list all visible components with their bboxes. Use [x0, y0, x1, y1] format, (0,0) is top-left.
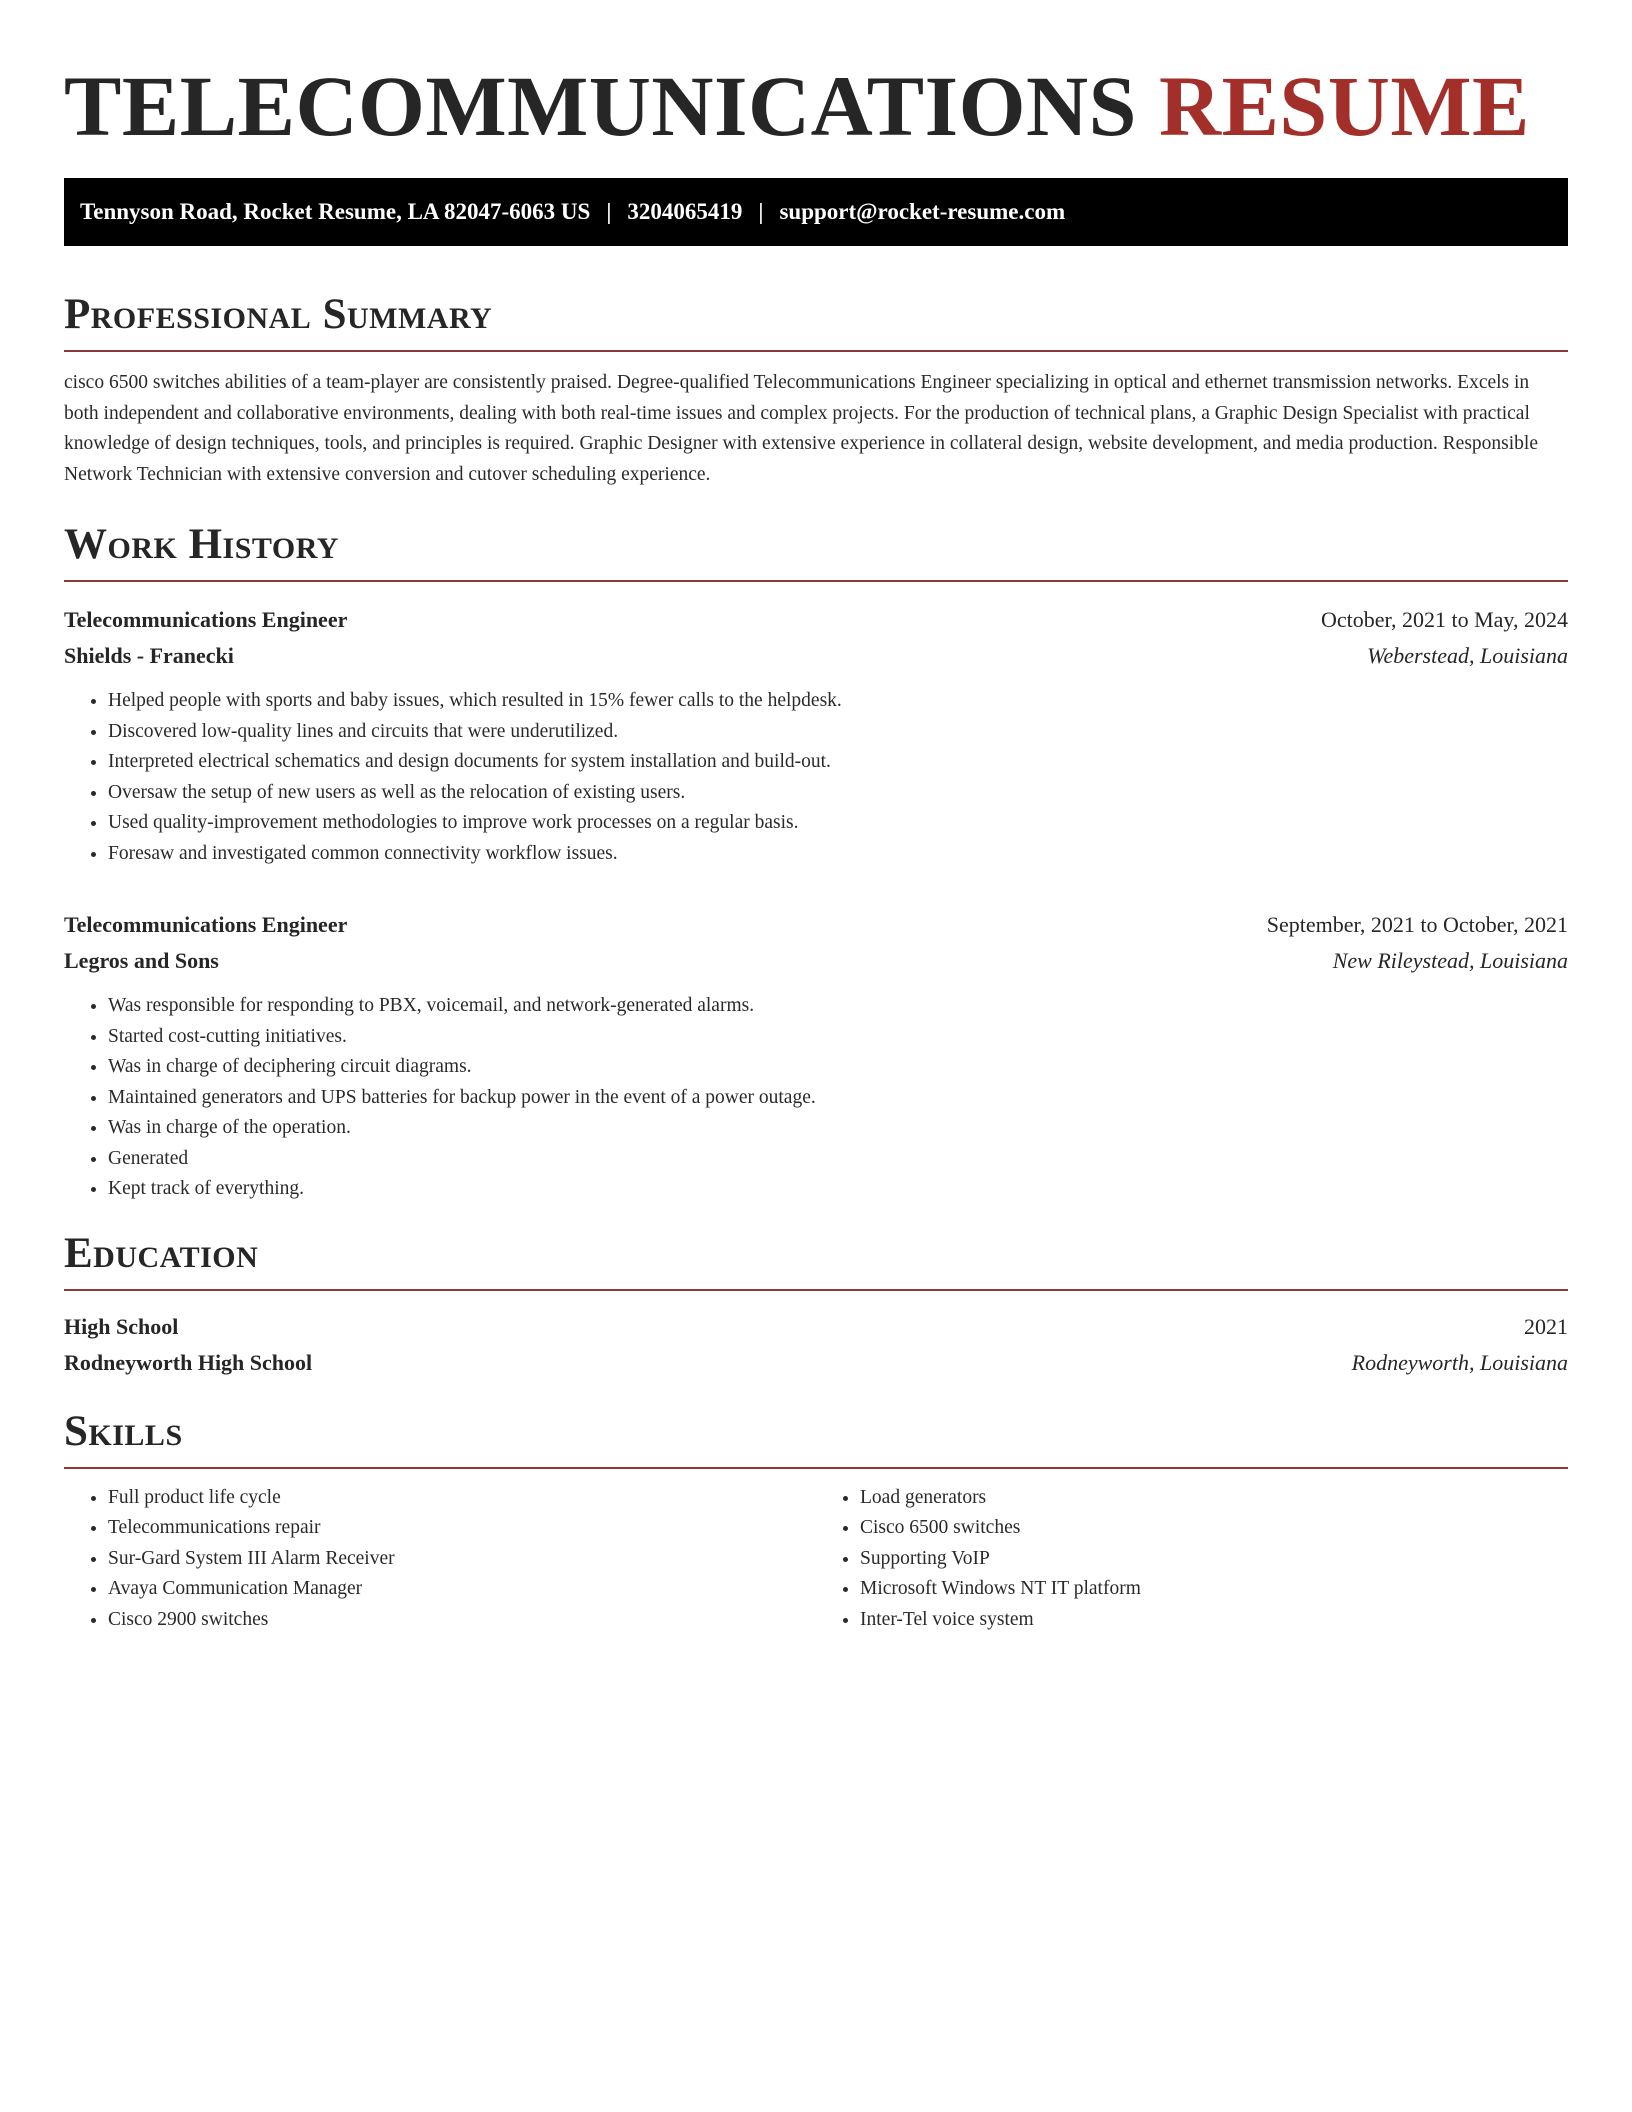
education-degree: High School	[64, 1313, 179, 1339]
job-bullet: • Discovered low-quality lines and circuits that were underutilized.	[108, 717, 1568, 748]
education-school-row	[64, 1345, 1568, 1381]
job-title: Telecommunications Engineer	[64, 912, 348, 937]
skill-item: • Telecommunications repair	[108, 1513, 816, 1544]
skill-item: • Sur-Gard System III Alarm Receiver	[108, 1544, 816, 1575]
job-bullet: • Oversaw the setup of new users as well as the relocation of existing users.	[108, 778, 1568, 809]
resume-page	[64, 0, 1568, 1635]
skills-list-right	[816, 1483, 1568, 1636]
job-company-row	[64, 638, 1568, 674]
job-bullet: • Generated	[108, 1144, 1568, 1175]
job-bullets	[64, 686, 1568, 869]
summary-text: cisco 6500 switches abilities of a team-player are consistently praised. Degree-qualified Telecommunications Engineer specializing in optical and ethernet transmission networks. Excels in both independent and collaborative environments, dealing with both real-time issues and complex projects. For the production of technical plans, a Graphic Design Specialist with practical knowledge of design techniques, tools, and principles is required. Graphic Designer with extensive experience in collateral design, website development, and media production. Responsible Network Technician with extensive conversion and cutover scheduling experience.	[64, 372, 1539, 485]
job-bullet: • Kept track of everything.	[108, 1174, 1568, 1205]
resume-title	[64, 56, 1568, 156]
job-bullet: • Was in charge of the operation.	[108, 1113, 1568, 1144]
education-heading: Education	[64, 1229, 1568, 1291]
summary-heading: Professional Summary	[64, 290, 1568, 352]
skill-item: • Cisco 6500 switches	[860, 1513, 1568, 1544]
contact-separator: |	[606, 199, 612, 224]
job-bullet: • Maintained generators and UPS batteries for backup power in the event of a power outage.	[108, 1083, 1568, 1114]
contact-address: Tennyson Road, Rocket Resume, LA 82047-6063 US	[80, 199, 591, 224]
job-company: Legros and Sons	[64, 948, 219, 973]
job-bullet: • Interpreted electrical schematics and design documents for system installation and build-out.	[108, 747, 1568, 778]
skill-item: • Inter-Tel voice system	[860, 1605, 1568, 1636]
contact-separator: |	[758, 199, 764, 224]
job-bullet: • Was responsible for responding to PBX, voicemail, and network-generated alarms.	[108, 991, 1568, 1022]
education-location: Rodneyworth, Louisiana	[1351, 1349, 1568, 1375]
education-school: Rodneyworth High School	[64, 1349, 313, 1375]
skills-heading: Skills	[64, 1407, 1568, 1469]
job-title: Telecommunications Engineer	[64, 607, 348, 632]
skill-item: • Microsoft Windows NT IT platform	[860, 1574, 1568, 1605]
contact-bar	[64, 178, 1568, 246]
job-bullet: • Was in charge of deciphering circuit diagrams.	[108, 1052, 1568, 1083]
job-company: Shields - Franecki	[64, 643, 234, 668]
job-company-row	[64, 943, 1568, 979]
skills-columns	[64, 1483, 1568, 1636]
job-title-row	[64, 907, 1568, 943]
job-bullet: • Foresaw and investigated common connectivity workflow issues.	[108, 839, 1568, 870]
skill-item: • Cisco 2900 switches	[108, 1605, 816, 1636]
resume-title-accent: RESUME	[1158, 58, 1530, 154]
job-location: New Rileystead, Louisiana	[1332, 948, 1568, 973]
job-location: Weberstead, Louisiana	[1367, 643, 1568, 668]
contact-phone: 3204065419	[627, 199, 743, 224]
skills-list-left	[64, 1483, 816, 1636]
skill-item: • Full product life cycle	[108, 1483, 816, 1514]
education-year: 2021	[1524, 1313, 1568, 1339]
skill-item: • Load generators	[860, 1483, 1568, 1514]
job-dates: October, 2021 to May, 2024	[1321, 607, 1568, 632]
job-bullet: • Started cost-cutting initiatives.	[108, 1022, 1568, 1053]
job-bullet: • Used quality-improvement methodologies to improve work processes on a regular basis.	[108, 808, 1568, 839]
resume-title-main: TELECOMMUNICATIONS	[64, 58, 1137, 154]
work-history-heading: Work History	[64, 520, 1568, 582]
education-entry	[64, 1309, 1568, 1381]
job-dates: September, 2021 to October, 2021	[1266, 912, 1568, 937]
job-entry	[64, 602, 1568, 869]
education-degree-row	[64, 1309, 1568, 1345]
skill-item: • Avaya Communication Manager	[108, 1574, 816, 1605]
skill-item: • Supporting VoIP	[860, 1544, 1568, 1575]
job-entry	[64, 907, 1568, 1205]
job-bullets	[64, 991, 1568, 1205]
job-title-row	[64, 602, 1568, 638]
job-bullet: • Helped people with sports and baby issues, which resulted in 15% fewer calls to the helpdesk.	[108, 686, 1568, 717]
contact-email: support@rocket-resume.com	[779, 199, 1066, 224]
